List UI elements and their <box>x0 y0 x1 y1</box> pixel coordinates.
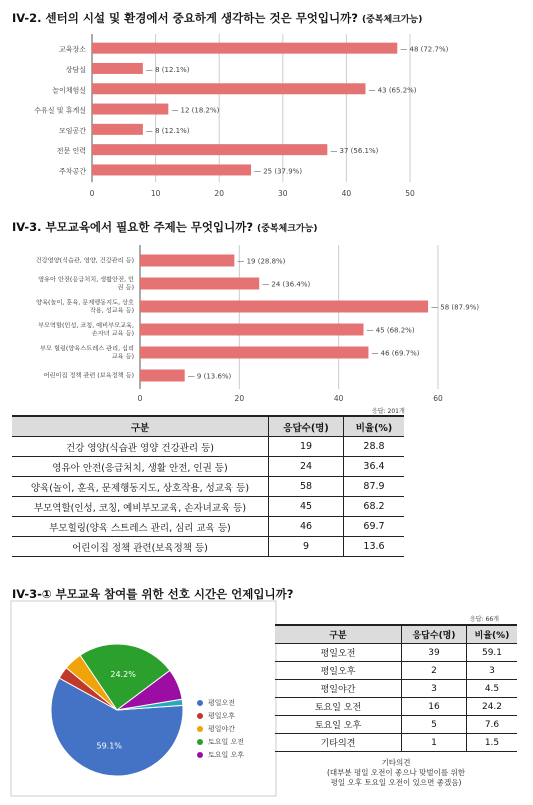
pie-legend-label: 평일오후 <box>208 711 236 720</box>
table2-header: 비율(%) <box>344 416 405 437</box>
table3-cell: 7.6 <box>467 716 518 734</box>
section2-heading <box>12 219 317 235</box>
table2-row <box>12 477 404 497</box>
table3-cell: 3 <box>467 662 518 680</box>
table2-cell: 28.8 <box>344 437 405 457</box>
table2-row <box>12 457 404 477</box>
table3-header-row <box>275 625 517 644</box>
chart1-bar <box>92 144 327 155</box>
chart2-topics <box>0 243 533 403</box>
table2-cell: 24 <box>269 457 344 477</box>
chart1-data-label: — 37 (56.1%) <box>330 147 379 156</box>
table3-row <box>275 662 517 680</box>
pie-legend-item <box>197 696 244 709</box>
pie-legend-label: 토요일 오전 <box>208 737 245 746</box>
section1-subtitle: (중복체크가능) <box>361 15 423 25</box>
table3-cell: 평일오후 <box>275 662 402 680</box>
chart2-data-label: — 19 (28.8%) <box>237 257 286 266</box>
chart1-facilities <box>0 30 533 198</box>
table2-cell: 부모역할(인성, 코칭, 예비부모교육, 손자녀교육 등) <box>12 497 269 517</box>
table3-cell: 기타의견 <box>275 734 402 752</box>
chart1-x-tick: 30 <box>278 189 288 198</box>
legend-swatch-icon <box>197 739 203 745</box>
chart2-category-label: 건강영양(식습관, 영양, 건강관리 등) <box>35 257 134 265</box>
table3-cell: 5 <box>402 716 467 734</box>
chart1-category-label: 전문 인력 <box>56 147 86 156</box>
pie-legend-item <box>197 722 244 735</box>
section2-title: IV-3. 부모교육에서 필요한 주제는 무엇입니까? <box>12 220 254 234</box>
table3 <box>275 624 517 752</box>
chart1-bar <box>92 124 143 135</box>
section3-title: IV-3-① 부모교육 참여를 위한 선호 시간은 언제입니까? <box>12 587 294 601</box>
chart1-data-label: — 8 (12.1%) <box>145 65 190 74</box>
chart2-x-tick: 20 <box>234 394 245 403</box>
chart2-category-label: 양육(놀이, 훈육, 문제행동지도, 상호 작용, 성교육 등) <box>36 299 134 315</box>
chart2-bar <box>140 255 234 267</box>
chart1-category-label: 수유실 및 휴게실 <box>34 106 86 115</box>
table3-footer-line: 평일 오후 토요일 오전이 있으면 좋겠음) <box>330 778 462 787</box>
chart1-x-tick: 10 <box>150 189 161 198</box>
table2-row <box>12 497 404 517</box>
table3-row <box>275 716 517 734</box>
pie-slice-label: 24.2% <box>110 670 136 680</box>
table3-cell: 24.2 <box>467 698 518 716</box>
table2-row <box>12 537 404 557</box>
table2-header: 구분 <box>12 416 269 437</box>
chart2-category-label: 부모역할(인성, 코칭, 예비부모교육, 손자녀 교육 등) <box>38 322 134 338</box>
chart1-category-label: 모임공간 <box>58 126 86 135</box>
table3-footer-title: 기타의견 <box>381 758 411 767</box>
chart2-bar <box>140 301 428 313</box>
table2-row <box>12 517 404 537</box>
chart2-category-label: 영유아 안전(응급처치, 생활안전, 인 권 등) <box>38 276 134 292</box>
table2-header: 응답수(명) <box>269 416 344 437</box>
chart2-data-label: — 58 (87.9%) <box>431 303 480 312</box>
chart1-bar <box>92 63 143 74</box>
legend-swatch-icon <box>197 700 203 706</box>
chart2-data-label: — 24 (36.4%) <box>262 280 311 289</box>
chart1-category-label: 상담실 <box>65 65 86 74</box>
chart1-data-label: — 48 (72.7%) <box>400 45 449 54</box>
table3-footer <box>275 758 517 788</box>
chart2-x-tick: 0 <box>137 394 143 403</box>
table3-cell: 토요일 오후 <box>275 716 402 734</box>
table3-header: 구분 <box>275 625 402 644</box>
table3-header: 응답수(명) <box>402 625 467 644</box>
pie-legend-item <box>197 748 244 761</box>
chart1-bar <box>92 164 251 175</box>
table2-row <box>12 437 404 457</box>
table2-cell: 68.2 <box>344 497 405 517</box>
chart2-data-label: — 45 (68.2%) <box>366 326 415 335</box>
pie-legend <box>197 696 244 761</box>
chart1-x-tick: 50 <box>405 189 415 198</box>
chart1-data-label: — 8 (12.1%) <box>145 126 190 135</box>
table3-row <box>275 734 517 752</box>
table3-cell: 토요일 오전 <box>275 698 402 716</box>
table3-cell: 평일오전 <box>275 644 402 662</box>
pie-legend-item <box>197 735 244 748</box>
table3-cell: 1.5 <box>467 734 518 752</box>
section1-heading <box>12 10 422 26</box>
chart2-bar <box>140 347 368 359</box>
chart1-x-tick: 40 <box>341 189 352 198</box>
table3-row <box>275 698 517 716</box>
chart2-data-label: — 9 (13.6%) <box>187 372 232 381</box>
table2-cell: 13.6 <box>344 537 405 557</box>
table2-cell: 87.9 <box>344 477 405 497</box>
table3-header: 비율(%) <box>467 625 518 644</box>
chart2-bar <box>140 278 259 290</box>
chart1-x-tick: 0 <box>89 189 95 198</box>
table2-cell: 양육(놀이, 훈육, 문제행동지도, 상호작용, 성교육 등) <box>12 477 269 497</box>
pie-legend-item <box>197 709 244 722</box>
table3-cell: 39 <box>402 644 467 662</box>
table3-row <box>275 644 517 662</box>
table2 <box>12 415 404 557</box>
table2-cell: 건강 영양(식습관 영양 건강관리 등) <box>12 437 269 457</box>
table3-row <box>275 680 517 698</box>
chart1-category-label: 놀이체험실 <box>52 86 86 95</box>
table2-cell: 영유아 안전(응급처치, 생활 안전, 인권 등) <box>12 457 269 477</box>
chart1-category-label: 주차공간 <box>58 167 86 176</box>
table2-note: 응답: 201개 <box>372 408 405 415</box>
table2-cell: 45 <box>269 497 344 517</box>
pie-legend-label: 평일야간 <box>208 724 236 733</box>
table3-cell: 2 <box>402 662 467 680</box>
pie-slice-label: 59.1% <box>96 741 122 751</box>
section1-title: IV-2. 센터의 시설 및 환경에서 중요하게 생각하는 것은 무엇입니까? <box>12 11 358 25</box>
pie-legend-label: 평일오전 <box>208 698 236 707</box>
table3-cell: 평일야간 <box>275 680 402 698</box>
table2-header-row <box>12 416 404 437</box>
chart1-bar <box>92 104 168 115</box>
chart1-x-tick: 20 <box>214 189 224 198</box>
table2-cell: 58 <box>269 477 344 497</box>
table3-cell: 3 <box>402 680 467 698</box>
legend-swatch-icon <box>197 726 203 732</box>
table3-footer-line: (대부분 평일 오전이 좋으나 맞벌이를 위한 <box>326 768 465 777</box>
legend-swatch-icon <box>197 752 203 758</box>
chart1-bar <box>92 83 365 94</box>
chart2-category-label: 부모 힐링(양육스트레스 관리, 심리 교육 등) <box>40 345 134 361</box>
table3-cell: 1 <box>402 734 467 752</box>
table2-cell: 9 <box>269 537 344 557</box>
table3-cell: 4.5 <box>467 680 518 698</box>
chart2-x-tick: 40 <box>333 394 344 403</box>
chart2-category-label: 어린이집 정책 관련 (보육정책 등) <box>43 372 134 380</box>
table3-cell: 59.1 <box>467 644 518 662</box>
chart2-data-label: — 46 (69.7%) <box>371 349 420 358</box>
table2-cell: 어린이집 정책 관련(보육정책 등) <box>12 537 269 557</box>
table2-cell: 36.4 <box>344 457 405 477</box>
chart1-data-label: — 43 (65.2%) <box>368 86 417 95</box>
chart1-data-label: — 12 (18.2%) <box>171 106 220 115</box>
table2-cell: 46 <box>269 517 344 537</box>
chart2-bar <box>140 324 364 336</box>
legend-swatch-icon <box>197 713 203 719</box>
table2-cell: 부모힐링(양육 스트레스 관리, 심리 교육 등) <box>12 517 269 537</box>
table3-note: 응답: 66개 <box>470 616 499 623</box>
table3-cell: 16 <box>402 698 467 716</box>
chart1-category-label: 교육장소 <box>58 45 86 54</box>
table2-cell: 19 <box>269 437 344 457</box>
table2-cell: 69.7 <box>344 517 405 537</box>
section2-subtitle: (중복체크가능) <box>257 224 318 234</box>
chart1-bar <box>92 43 397 54</box>
pie-legend-label: 토요일 오후 <box>208 750 245 759</box>
chart2-x-tick: 60 <box>433 394 443 403</box>
chart1-data-label: — 25 (37.9%) <box>254 167 303 176</box>
chart2-bar <box>140 370 185 382</box>
